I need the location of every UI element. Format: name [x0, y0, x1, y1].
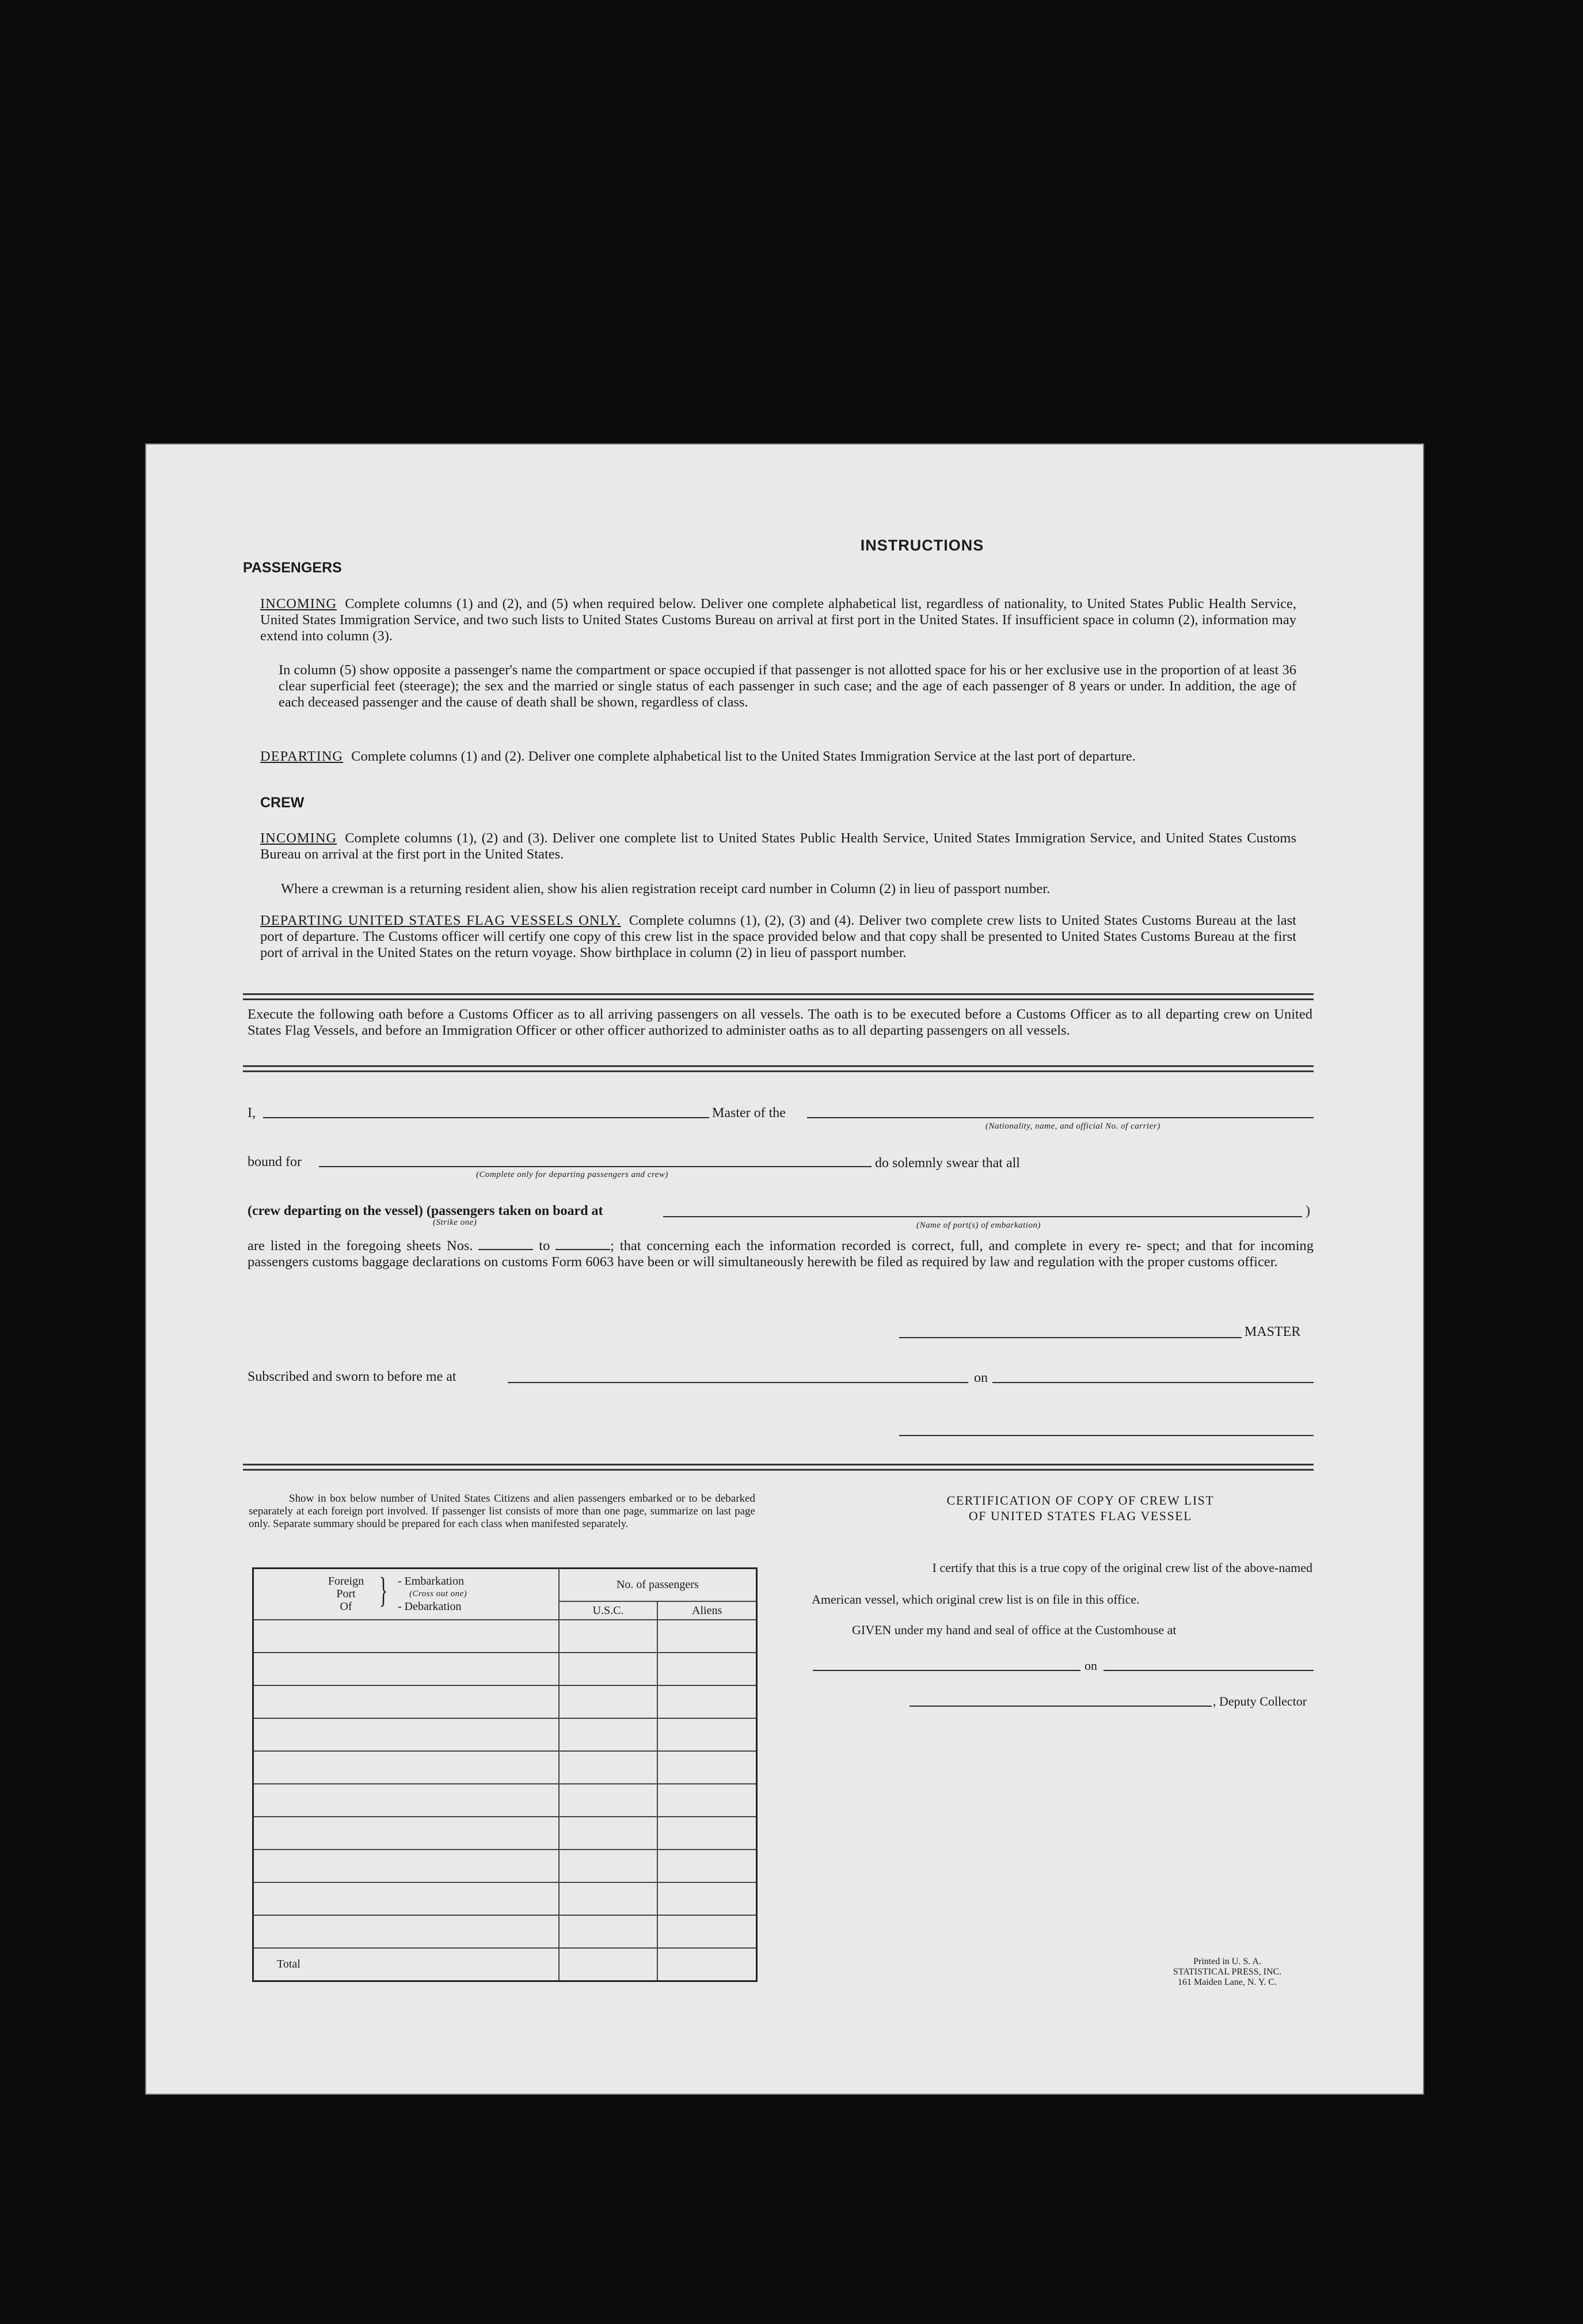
crew-departing-paragraph — [260, 913, 1296, 961]
printer-line1: Printed in U. S. A. — [1193, 1957, 1261, 1966]
aliens-cell[interactable] — [657, 1784, 756, 1817]
passengers-departing-text: Complete columns (1) and (2). Deliver one complete alphabetical list to the United States Immigration Service at the last port of departure. — [351, 749, 1136, 764]
listed-paragraph — [248, 1238, 1314, 1270]
table-row — [253, 1685, 757, 1718]
no-passengers-header: No. of passengers — [559, 1569, 757, 1602]
aliens-cell[interactable] — [657, 1718, 756, 1751]
bound-for-label: bound for — [248, 1155, 302, 1169]
port-cell[interactable] — [253, 1784, 559, 1817]
embarkation-label: - Embarkation — [398, 1575, 464, 1588]
of-label: Of — [340, 1600, 352, 1613]
usc-cell[interactable] — [559, 1915, 658, 1948]
form-page — [145, 443, 1424, 2095]
crew-departing-lead: DEPARTING UNITED STATES FLAG VESSELS ONLY. — [260, 913, 621, 928]
passengers-incoming-text: Complete columns (1) and (2), and (5) when required below. Deliver one complete alphabetical list, regardless of nationality, to United States Public Health Service, United States Immigration Service, and two such lists to United States Customs Bureau on arrival at first port in the United States. If insufficient space in column (2), information may extend into column (3). — [260, 596, 1296, 644]
port-cell[interactable] — [253, 1718, 559, 1751]
printer-line2: STATISTICAL PRESS, INC. — [1173, 1967, 1282, 1977]
certification-title-line2: OF UNITED STATES FLAG VESSEL — [968, 1509, 1193, 1523]
usc-cell[interactable] — [559, 1653, 658, 1685]
table-row — [253, 1817, 757, 1850]
swear-text: do solemnly swear that all — [875, 1156, 1020, 1171]
carrier-caption: (Nationality, name, and official No. of carrier) — [985, 1122, 1160, 1131]
table-row — [253, 1751, 757, 1784]
aliens-cell[interactable] — [657, 1751, 756, 1784]
sheet-from-field[interactable] — [478, 1249, 533, 1250]
table-row — [253, 1718, 757, 1751]
certification-date-field[interactable] — [1103, 1670, 1314, 1671]
section-divider — [243, 993, 1314, 1000]
aliens-cell[interactable] — [657, 1850, 756, 1882]
usc-header: U.S.C. — [559, 1601, 658, 1620]
total-row — [253, 1948, 757, 1981]
strike-one-caption: (Strike one) — [433, 1218, 477, 1227]
debarkation-label: - Debarkation — [398, 1600, 462, 1613]
lower-divider — [243, 1464, 1314, 1471]
passengers-incoming-lead: INCOMING — [260, 596, 337, 612]
certification-line2: American vessel, which original crew list is on file in this office. — [812, 1592, 1140, 1607]
master-name-field[interactable] — [263, 1117, 709, 1118]
table-row — [253, 1620, 757, 1653]
listed-text-c: spect; and that for incoming passengers customs baggage declarations on customs Form 6063 have been or will simultaneously herewith be filed — [248, 1238, 1314, 1270]
brace-icon: } — [379, 1571, 388, 1610]
table-row — [253, 1653, 757, 1685]
usc-cell[interactable] — [559, 1817, 658, 1850]
usc-cell[interactable] — [559, 1685, 658, 1718]
crew-resident-paragraph: Where a crewman is a returning resident alien, show his alien registration receipt card number in Column (2) in lieu of passport number. — [281, 881, 1051, 897]
crew-departing-text: Complete columns (1), (2), (3) and (4). Deliver two complete crew lists to United States Customs Bureau at the last port of departure. The Customs officer will certify one copy of this crew list in the space provided below and that copy shall be presented to United States Customs Bureau at the first port of arrival in the United States on the return voyage. Show birthplace in column (2) in lieu of passport number. — [260, 913, 1296, 960]
usc-cell[interactable] — [559, 1882, 658, 1915]
deputy-signature-field[interactable] — [910, 1706, 1212, 1707]
listed-text-d: as required by law and regulation with the proper customs officer. — [906, 1254, 1278, 1270]
form-title: INSTRUCTIONS — [860, 537, 984, 554]
column5-paragraph: In column (5) show opposite a passenger's name the compartment or space occupied if that passenger is not allotted space for his or her exclusive use in the proportion of at least 36 clear superficial feet (steerage); the sex and the married or single status of each passenger in such case; and the age of each passenger of 8 years or under. In addition, the age of each deceased passenger and the cause of death shall be shown, regardless of class. — [279, 662, 1296, 710]
sworn-place-field[interactable] — [508, 1382, 968, 1383]
aliens-cell[interactable] — [657, 1817, 756, 1850]
port-cell[interactable] — [253, 1817, 559, 1850]
port-label: Port — [336, 1588, 356, 1600]
passengers-incoming-paragraph — [260, 596, 1296, 644]
table-row — [253, 1882, 757, 1915]
summary-note: Show in box below number of United States Citizens and alien passengers embarked or to be debarked separately at each foreign port involved. If passenger list consists of more than one page, summarize on last page only. Separate summary should be prepared for each class when manifested separately. — [249, 1493, 755, 1530]
certification-on-label: on — [1084, 1658, 1097, 1673]
aliens-total-cell[interactable] — [657, 1948, 756, 1981]
oath-instruction: Execute the following oath before a Customs Officer as to all arriving passengers on all vessels. The oath is to be executed before a Customs Officer as to all departing crew on United States Flag Vessels, and before an Immigration Officer or other officer authorized to administer oaths as to all departing passengers on all vessels. — [248, 1007, 1312, 1038]
oath-divider — [243, 1065, 1314, 1072]
crew-departing-text-line — [248, 1203, 603, 1219]
crew-departing-choice: (crew departing on the vessel) (passengers taken on board at — [248, 1203, 603, 1218]
oath-i-label: I, — [248, 1106, 256, 1121]
cross-out-label: (Cross out one) — [409, 1589, 467, 1598]
deputy-collector-label: , Deputy Collector — [1213, 1694, 1307, 1708]
certification-title-line1: CERTIFICATION OF COPY OF CREW LIST — [946, 1493, 1215, 1507]
master-signature-field[interactable] — [899, 1337, 1242, 1338]
passengers-departing-lead: DEPARTING — [260, 749, 344, 764]
master-of-the-label: Master of the — [712, 1106, 786, 1121]
bound-for-caption: (Complete only for departing passengers and crew) — [476, 1170, 668, 1179]
customhouse-field[interactable] — [813, 1670, 1080, 1671]
embarkation-port-field[interactable] — [663, 1216, 1302, 1217]
aliens-cell[interactable] — [657, 1685, 756, 1718]
bound-for-field[interactable] — [319, 1166, 872, 1167]
port-cell[interactable] — [253, 1882, 559, 1915]
usc-total-cell[interactable] — [559, 1948, 658, 1981]
printer-line3: 161 Maiden Lane, N. Y. C. — [1178, 1977, 1277, 1987]
carrier-field[interactable] — [807, 1117, 1314, 1118]
listed-text-b: ; that concerning each the information recorded is correct, full, and complete in every re- — [610, 1238, 1141, 1254]
passengers-departing-paragraph — [260, 749, 1296, 765]
aliens-cell[interactable] — [657, 1882, 756, 1915]
crew-incoming-lead: INCOMING — [260, 830, 337, 846]
certification-title — [850, 1493, 1311, 1524]
sheet-to-field[interactable] — [555, 1249, 610, 1250]
usc-cell[interactable] — [559, 1850, 658, 1882]
table-row — [253, 1784, 757, 1817]
usc-cell[interactable] — [559, 1718, 658, 1751]
certification-line1: I certify that this is a true copy of the original crew list of the above-named — [932, 1560, 1312, 1575]
close-paren: ) — [1306, 1203, 1310, 1218]
port-cell[interactable] — [253, 1850, 559, 1882]
passengers-heading: PASSENGERS — [243, 560, 342, 576]
aliens-cell[interactable] — [657, 1653, 756, 1685]
master-signature-label: MASTER — [1245, 1324, 1301, 1339]
crew-heading: CREW — [260, 795, 305, 811]
port-cell[interactable] — [253, 1751, 559, 1784]
port-cell[interactable] — [253, 1915, 559, 1948]
port-cell[interactable] — [253, 1653, 559, 1685]
usc-cell[interactable] — [559, 1620, 658, 1653]
port-cell[interactable] — [253, 1685, 559, 1718]
listed-to-text: to — [539, 1238, 550, 1254]
table-row — [253, 1850, 757, 1882]
table-row — [253, 1915, 757, 1948]
total-label: Total — [253, 1948, 559, 1981]
aliens-cell[interactable] — [657, 1620, 756, 1653]
certification-line3: GIVEN under my hand and seal of office at the Customhouse at — [852, 1623, 1177, 1637]
foreign-label: Foreign — [328, 1575, 364, 1588]
listed-text-a: are listed in the foregoing sheets Nos. — [248, 1238, 473, 1254]
port-cell[interactable] — [253, 1620, 559, 1653]
usc-cell[interactable] — [559, 1784, 658, 1817]
aliens-header: Aliens — [657, 1601, 756, 1620]
passenger-summary-table — [252, 1567, 758, 1982]
crew-incoming-paragraph — [260, 830, 1296, 863]
officer-signature-field[interactable] — [899, 1435, 1314, 1436]
sworn-date-field[interactable] — [992, 1382, 1314, 1383]
port-caption: (Name of port(s) of embarkation) — [916, 1221, 1041, 1230]
aliens-cell[interactable] — [657, 1915, 756, 1948]
foreign-port-header — [253, 1569, 559, 1620]
subscribed-label: Subscribed and sworn to before me at — [248, 1369, 456, 1384]
crew-incoming-text: Complete columns (1), (2) and (3). Deliver one complete list to United States Public Health Service, United States Immigration Service, and United States Customs Bureau on arrival at the first port in the United States. — [260, 830, 1296, 862]
printer-imprint — [1135, 1957, 1319, 1988]
usc-cell[interactable] — [559, 1751, 658, 1784]
sworn-on-label: on — [974, 1370, 988, 1385]
